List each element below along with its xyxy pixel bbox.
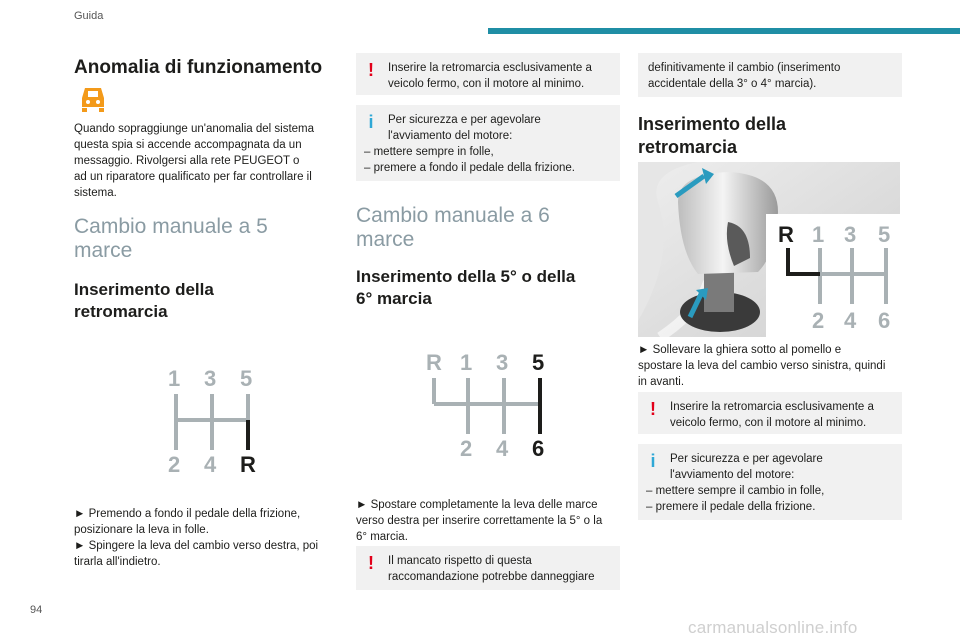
continued-line: accidentale della 3° o 4° marcia). xyxy=(648,78,817,90)
gear-knob-illustration xyxy=(638,162,900,337)
gearbox5-title-line: marce xyxy=(74,239,133,262)
page-number: 94 xyxy=(30,604,43,616)
gearbox6-title-line: marce xyxy=(356,228,415,251)
warning-line: raccomandazione potrebbe danneggiare xyxy=(388,571,595,583)
gear56-steps xyxy=(356,497,602,545)
step-line: 6° marcia. xyxy=(356,531,408,543)
diagram6b-top-r: R xyxy=(778,222,794,247)
gear-diagram-5 xyxy=(162,364,272,481)
diagram5-top-5: 5 xyxy=(240,366,253,391)
reverse6-title-line: retromarcia xyxy=(638,137,738,157)
warning-icon: ! xyxy=(368,553,374,573)
reverse6-title-line: Inserimento della xyxy=(638,114,787,134)
step-line: ► Spostare completamente la leva delle marce xyxy=(356,499,598,511)
warning-line: veicolo fermo, con il motore al minimo. xyxy=(670,417,867,429)
anomaly-text-line: ad un riparatore qualificato per far controllare il xyxy=(74,171,312,183)
diagram6-top-r: R xyxy=(426,350,442,375)
header-accent-bar xyxy=(488,28,960,34)
gearbox6-title xyxy=(356,204,550,252)
diagram6-top-1: 1 xyxy=(460,350,473,375)
anomaly-text-line: Quando sopraggiunge un'anomalia del sistema xyxy=(74,123,315,135)
info-note-safety-6 xyxy=(638,444,902,520)
anomaly-text-line: sistema. xyxy=(74,187,117,199)
warning-line: Inserire la retromarcia esclusivamente a xyxy=(670,401,874,413)
reverse6-steps xyxy=(638,342,885,390)
diagram6-top-3: 3 xyxy=(496,350,509,375)
gear56-title-line: Inserimento della 5° o della xyxy=(356,267,576,286)
info-icon: i xyxy=(650,451,656,471)
gearbox5-title xyxy=(74,215,268,263)
gearbox-warning-icon xyxy=(80,86,106,119)
diagram6-bottom-2: 2 xyxy=(460,436,473,461)
info-line: Per sicurezza e per agevolare xyxy=(388,114,541,126)
diagram6-top-5: 5 xyxy=(532,350,545,375)
info-note-safety xyxy=(356,105,620,181)
diagram6b-bottom-2: 2 xyxy=(812,308,825,333)
diagram6b-bottom-4: 4 xyxy=(844,308,857,333)
gear56-title-line: 6° marcia xyxy=(356,289,432,308)
anomaly-text-line: questa spia si accende accompagnata da un xyxy=(74,139,302,151)
info-list-item: – premere il pedale della frizione. xyxy=(646,501,816,513)
anomaly-text-line: messaggio. Rivolgersi alla rete PEUGEOT o xyxy=(74,155,300,167)
diagram5-bottom-2: 2 xyxy=(168,452,181,476)
step-line: tirarla all'indietro. xyxy=(74,556,161,568)
anomaly-text xyxy=(74,121,314,201)
reverse5-title-line: Inserimento della xyxy=(74,280,214,299)
reverse5-title-line: retromarcia xyxy=(74,302,168,321)
warning-note-damage xyxy=(356,546,620,590)
watermark: carmanualsonline.info xyxy=(688,618,858,637)
diagram6-bottom-4: 4 xyxy=(496,436,509,461)
step-line: verso destra per inserire correttamente la 5° o la xyxy=(356,515,603,527)
info-line: l'avviamento del motore: xyxy=(670,469,795,481)
gearbox6-title-line: Cambio manuale a 6 xyxy=(356,204,550,227)
diagram5-top-1: 1 xyxy=(168,366,181,391)
diagram6b-top-1: 1 xyxy=(812,222,825,247)
diagram5-bottom-r: R xyxy=(240,452,256,476)
diagram5-top-3: 3 xyxy=(204,366,217,391)
warning-line: Inserire la retromarcia esclusivamente a xyxy=(388,62,592,74)
info-list-item: – mettere sempre il cambio in folle, xyxy=(646,485,825,497)
reverse6-title xyxy=(638,113,786,159)
step-line: posizionare la leva in folle. xyxy=(74,524,209,536)
step-line: in avanti. xyxy=(638,376,685,388)
diagram6-bottom-6: 6 xyxy=(532,436,545,461)
continued-note xyxy=(638,53,902,97)
diagram6b-top-5: 5 xyxy=(878,222,891,247)
step-line: ► Premendo a fondo il pedale della frizione, xyxy=(74,508,301,520)
info-icon: i xyxy=(368,112,374,132)
anomaly-title: Anomalia di funzionamento xyxy=(74,57,323,78)
warning-icon: ! xyxy=(650,399,656,419)
info-line: Per sicurezza e per agevolare xyxy=(670,453,823,465)
warning-note-reverse-6 xyxy=(638,392,902,434)
continued-line: definitivamente il cambio (inserimento xyxy=(648,62,841,74)
info-line: l'avviamento del motore: xyxy=(388,130,513,142)
diagram6b-bottom-6: 6 xyxy=(878,308,891,333)
gearbox5-title-line: Cambio manuale a 5 xyxy=(74,215,268,238)
info-list-item: – premere a fondo il pedale della frizione. xyxy=(364,162,575,174)
warning-icon: ! xyxy=(368,60,374,80)
warning-line: veicolo fermo, con il motore al minimo. xyxy=(388,78,585,90)
warning-line: Il mancato rispetto di questa xyxy=(388,555,532,567)
info-list-item: – mettere sempre in folle, xyxy=(364,146,494,158)
step-line: ► Spingere la leva del cambio verso destra, poi xyxy=(74,540,319,552)
diagram6b-top-3: 3 xyxy=(844,222,857,247)
gear56-title xyxy=(356,266,575,310)
step-line: spostare la leva del cambio verso sinistra, quindi xyxy=(638,360,886,372)
reverse5-steps xyxy=(74,506,318,570)
header-section-label: Guida xyxy=(74,10,104,22)
step-line: ► Sollevare la ghiera sotto al pomello e xyxy=(638,344,842,356)
reverse5-title xyxy=(74,279,214,323)
warning-note-reverse xyxy=(356,53,620,95)
gear-diagram-6 xyxy=(422,348,562,469)
diagram5-bottom-4: 4 xyxy=(204,452,217,476)
